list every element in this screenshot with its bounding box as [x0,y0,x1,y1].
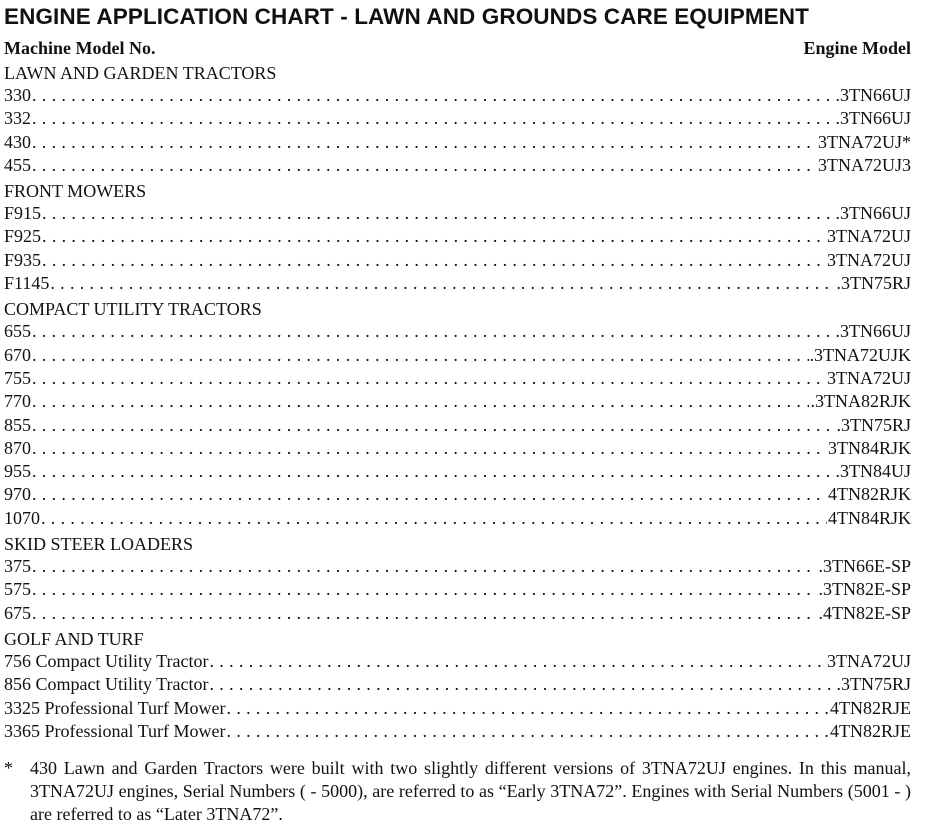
dot-leader [210,673,836,696]
dot-leader [32,107,835,130]
table-row [4,578,911,601]
engine-model: .3TNA82RJK [810,391,911,412]
dot-leader [41,507,827,530]
category-heading: GOLF AND TURF [4,628,144,649]
dot-leader [32,344,809,367]
table-row [4,390,911,413]
machine-model: 430 [4,131,31,152]
table-row [4,131,911,154]
table-row [4,154,911,177]
engine-model: 3TNA72UJ* [818,131,911,152]
machine-model: 330 [4,85,31,105]
engine-model: .3TN75RJ [836,674,911,695]
machine-model: 856 Compact Utility Tractor [4,674,209,695]
engine-model: 3TN84RJK [827,437,911,458]
engine-model: .3TN84UJ [835,461,911,482]
machine-model: 770 [4,391,31,412]
dot-leader [32,460,835,483]
footnote-text: 430 Lawn and Garden Tractors were built with two slightly different versions of 3TNA72UJ engines. In this manual, 3TNA72UJ engines, Serial Numbers ( - 5000), are referred to as “Early 3TNA72”. Engines with Serial Numbers (5001 - ) are referred to as “Later 3TNA72”. [30,758,911,825]
table-row [4,507,911,530]
machine-model: 670 [4,344,31,365]
dot-leader [32,437,827,460]
table-row [4,249,911,272]
table-row [4,107,911,130]
dot-leader [42,202,834,225]
dot-leader [32,367,826,390]
machine-model-header: Machine Model No. [4,38,156,58]
engine-model: .3TN75RJ [836,273,911,294]
engine-model: .3TN66UJ [835,108,911,129]
dot-leader [32,602,817,625]
machine-model: 3325 Professional Turf Mower [4,697,226,718]
engine-model: 4TN82RJK [827,484,911,505]
engine-model: 3TNA72UJ3 [818,154,911,175]
table-row [4,460,911,483]
dot-leader [210,650,827,673]
dot-leader [32,84,835,107]
page-title: ENGINE APPLICATION CHART - LAWN AND GROUNDS CARE EQUIPMENT [4,4,809,29]
machine-model: 870 [4,437,31,458]
table-row [4,272,911,295]
table-row [4,414,911,437]
engine-model: .3TN66UJ [835,85,911,105]
column-headers [4,37,911,59]
machine-model: 575 [4,579,31,600]
table-row [4,202,911,225]
dot-leader [32,131,817,154]
engine-model: 3TNA72UJ [827,367,911,388]
engine-model: 3TNA72UJ [827,226,911,247]
table-row [4,720,911,743]
engine-model: 4TN82RJE [830,720,911,741]
engine-model: .3TN66UJ [835,203,911,224]
machine-model: 455 [4,154,31,175]
engine-model: 3TNA72UJ [827,249,911,270]
dot-leader [50,272,835,295]
dot-leader [227,697,829,720]
machine-model: 855 [4,414,31,435]
engine-model-header: Engine Model [803,38,911,58]
machine-model: 675 [4,602,31,623]
dot-leader [32,154,817,177]
dot-leader [32,483,827,506]
engine-model: 3TNA72UJ [827,650,911,671]
engine-model: 4TN84RJK [827,507,911,528]
category-heading: COMPACT UTILITY TRACTORS [4,299,262,320]
engine-model: .3TN66E-SP [818,556,911,577]
dot-leader [32,555,817,578]
dot-leader [32,414,835,437]
machine-model: 955 [4,461,31,482]
engine-model: .3TN75RJ [836,414,911,435]
dot-leader [32,390,809,413]
machine-model: 756 Compact Utility Tractor [4,650,209,671]
table-row [4,673,911,696]
table-row [4,344,911,367]
table-row [4,697,911,720]
machine-model: F915 [4,203,42,224]
machine-model: 375 [4,556,31,577]
dot-leader [32,320,835,343]
engine-model: .3TNA72UJK [809,344,911,365]
footnote [4,757,911,826]
table-row [4,437,911,460]
category-heading: SKID STEER LOADERS [4,534,194,555]
machine-model: F925 [4,226,42,247]
table-row [4,225,911,248]
footnote-mark: * [4,758,13,779]
machine-model: 1070 [4,507,40,528]
engine-model: 4TN82RJE [830,697,911,718]
machine-model: F935 [4,249,42,270]
dot-leader [32,578,817,601]
category-heading: FRONT MOWERS [4,181,147,202]
engine-application-table [4,62,911,743]
engine-model: .3TN82E-SP [818,579,911,600]
table-row [4,367,911,390]
engine-model: .3TN66UJ [835,321,911,342]
table-row [4,602,911,625]
dot-leader [42,225,826,248]
machine-model: 3365 Professional Turf Mower [4,720,226,741]
machine-model: F1145 [4,273,50,294]
table-row [4,555,911,578]
dot-leader [42,249,826,272]
table-row [4,483,911,506]
table-row [4,84,911,107]
machine-model: 755 [4,367,31,388]
category-heading: LAWN AND GARDEN TRACTORS [4,63,277,83]
machine-model: 332 [4,108,31,129]
table-row [4,320,911,343]
machine-model: 655 [4,321,31,342]
dot-leader [227,720,829,743]
machine-model: 970 [4,484,31,505]
engine-model: .4TN82E-SP [818,602,911,623]
table-row [4,650,911,673]
